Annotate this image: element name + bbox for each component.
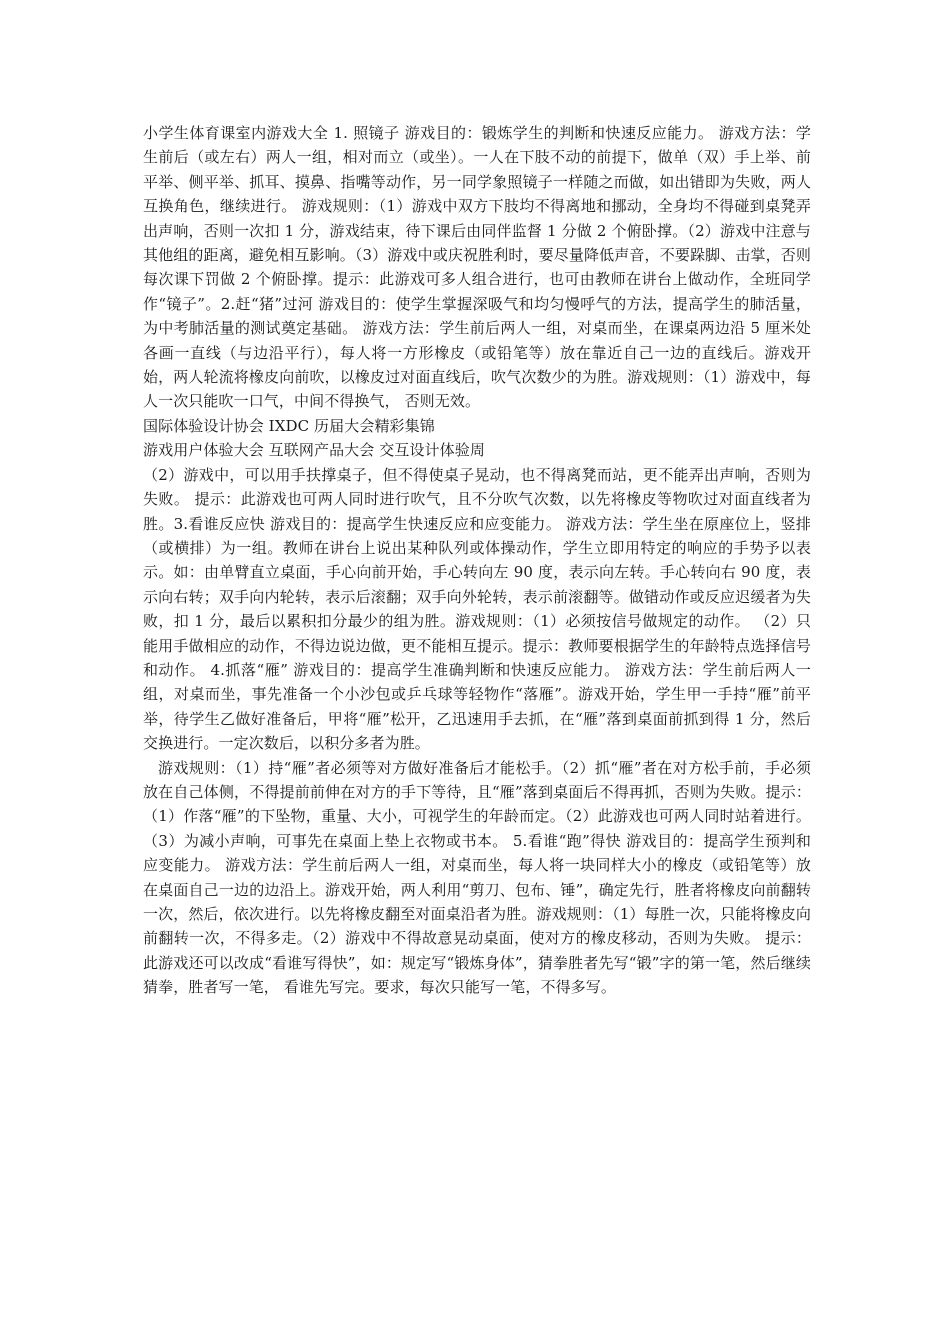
paragraph-1: 小学生体育课室内游戏大全 1. 照镜子 游戏目的：锻炼学生的判断和快速反应能力。 游戏方法：学生前后（或左右）两人一组，相对而立（或坐）。一人在下肢不动的前提下，做单（双）手上举、前平举、侧平举、抓耳、摸鼻、指嘴等动作，另一同学象照镜子一样随之而做，如出错即为失败，两人互换角色，继续进行。 游戏规则：（1）游戏中双方下肢均不得离地和挪动，全身均不得碰到桌凳弄出声响，否则一次扣 1 分，游戏结束，待下课后由同伴监督 1 分做 2 个俯卧撑。（2）游戏中注意与其他组的距离，避免相互影响。（3）游戏中或庆祝胜利时，要尽量降低声音，不要跺脚、击掌，否则每次课下罚做 2 个俯卧撑。提示：此游戏可多人组合进行，也可由教师在讲台上做动作，全班同学作“镜子”。2.赶“猪”过河 游戏目的：使学生掌握深吸气和均匀慢呼气的方法，提高学生的肺活量，为中考肺活量的测试奠定基础。 游戏方法：学生前后两人一组，对桌而坐，在课桌两边沿 5 厘米处各画一直线（与边沿平行），每人将一方形橡皮（或铅笔等）放在靠近自己一边的直线后。游戏开始，两人轮流将橡皮向前吹，以橡皮过对面直线后，吹气次数少的为胜。游戏规则：（1）游戏中，每人一次只能吹一口气，中间不得换气， 否则无效。: [143, 124, 811, 411]
heading-conferences: 游戏用户体验大会 互联网产品大会 交互设计体验周: [143, 441, 485, 460]
document-body: [143, 121, 811, 1000]
paragraph-2: （2）游戏中，可以用手扶撑桌子，但不得使桌子晃动，也不得离凳而站，更不能弄出声响，否则为失败。 提示：此游戏也可两人同时进行吹气，且不分吹气次数，以先将橡皮等物吹过对面直线者为胜。3.看谁反应快 游戏目的：提高学生快速反应和应变能力。 游戏方法：学生坐在原座位上，竖排（或横排）为一组。教师在讲台上说出某种队列或体操动作，学生立即用特定的响应的手势予以表示。如：由单臂直立桌面，手心向前开始，手心转向左 90 度，表示向左转。手心转向右 90 度，表示向右转；双手向内轮转，表示后滚翻；双手向外轮转，表示前滚翻等。做错动作或反应迟缓者为失败，扣 1 分，最后以累积扣分最少的组为胜。游戏规则：（1）必须按信号做规定的动作。 （2）只能用手做相应的动作，不得边说边做，更不能相互提示。提示：教师要根据学生的年龄特点选择信号和动作。 4.抓落“雁” 游戏目的：提高学生准确判断和快速反应能力。 游戏方法：学生前后两人一组，对桌而坐，事先准备一个小沙包或乒乓球等轻物作“落雁”。游戏开始，学生甲一手持“雁”前平举，待学生乙做好准备后，甲将“雁”松开，乙迅速用手去抓，在“雁”落到桌面前抓到得 1 分，然后交换进行。一定次数后，以积分多者为胜。: [143, 465, 811, 753]
paragraph-3: 游戏规则：（1）持“雁”者必须等对方做好准备后才能松手。（2）抓“雁”者在对方松手前，手必须放在自己体侧，不得提前前伸在对方的手下等待，且“雁”落到桌面后不得再抓，否则为失败。提示：（1）作落“雁”的下坠物，重量、大小，可视学生的年龄而定。（2）此游戏也可两人同时站着进行。 （3）为减小声响，可事先在桌面上垫上衣物或书本。 5.看谁“跑”得快 游戏目的：提高学生预判和应变能力。 游戏方法：学生前后两人一组，对桌而坐，每人将一块同样大小的橡皮（或铅笔等）放在桌面自己一边的边沿上。游戏开始，两人利用“剪刀、包布、锤”，确定先行，胜者将橡皮向前翻转一次，然后，依次进行。以先将橡皮翻至对面桌沿者为胜。游戏规则：（1）每胜一次，只能将橡皮向前翻转一次，不得多走。（2）游戏中不得故意晃动桌面，使对方的橡皮移动，否则为失败。 提示：此游戏还可以改成“看谁写得快”，如：规定写“锻炼身体”，猜拳胜者先写“锻”字的第一笔，然后继续猜拳，胜者写一笔， 看谁先写完。要求，每次只能写一笔，不得多写。: [143, 758, 811, 997]
heading-ixdc: 国际体验设计协会 IXDC 历届大会精彩集锦: [143, 416, 435, 435]
